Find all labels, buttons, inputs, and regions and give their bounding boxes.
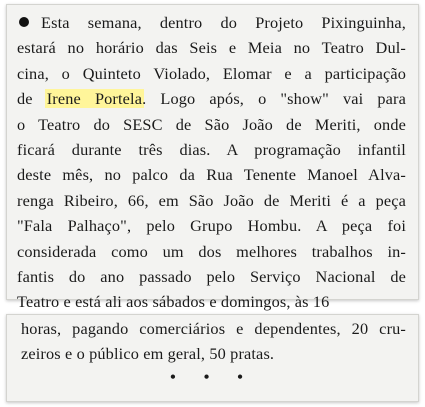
clipping-top bbox=[6, 4, 419, 312]
text-line: cina, o Quinteto Violado, Elomar e a participação bbox=[17, 63, 406, 83]
text-line: ficará durante três dias. A programação infantil bbox=[17, 139, 406, 159]
text-line: "Fala Palhaço", pelo Grupo Hombu. A peça foi bbox=[17, 216, 406, 236]
clipping-bottom bbox=[6, 314, 419, 402]
article-text bbox=[17, 10, 406, 315]
text-line: Esta semana, dentro do Projeto Pixinguinha, bbox=[17, 10, 406, 35]
bullet-icon bbox=[19, 17, 29, 27]
text-line: de Irene Portela. Logo após, o "show" vai para bbox=[17, 89, 406, 109]
text-line: horas, pagando comerciários e dependentes, 20 cru- bbox=[21, 319, 406, 338]
article-text-continued bbox=[21, 316, 406, 367]
text-line: considerada como um dos melhores trabalhos in- bbox=[17, 241, 406, 261]
text-line: estará no horário das Seis e Meia no Teatro Dul- bbox=[17, 38, 406, 58]
text-line: fantis do ano passado pelo Serviço Nacional de bbox=[17, 266, 406, 286]
text-line: deste mês, no palco da Rua Tenente Manoel Alva- bbox=[17, 165, 406, 185]
text-line: o Teatro do SESC de São João de Meriti, onde bbox=[17, 114, 406, 134]
text-line: zeiros e o público em geral, 50 pratas. bbox=[21, 344, 275, 364]
text-line: renga Ribeiro, 66, em São João de Meriti é a peça bbox=[17, 190, 406, 210]
text-line: Teatro e está ali aos sábados e domingos, às 16 bbox=[17, 292, 330, 312]
section-separator: • • • bbox=[170, 369, 255, 386]
highlighted-name: Irene Portela bbox=[46, 89, 143, 109]
